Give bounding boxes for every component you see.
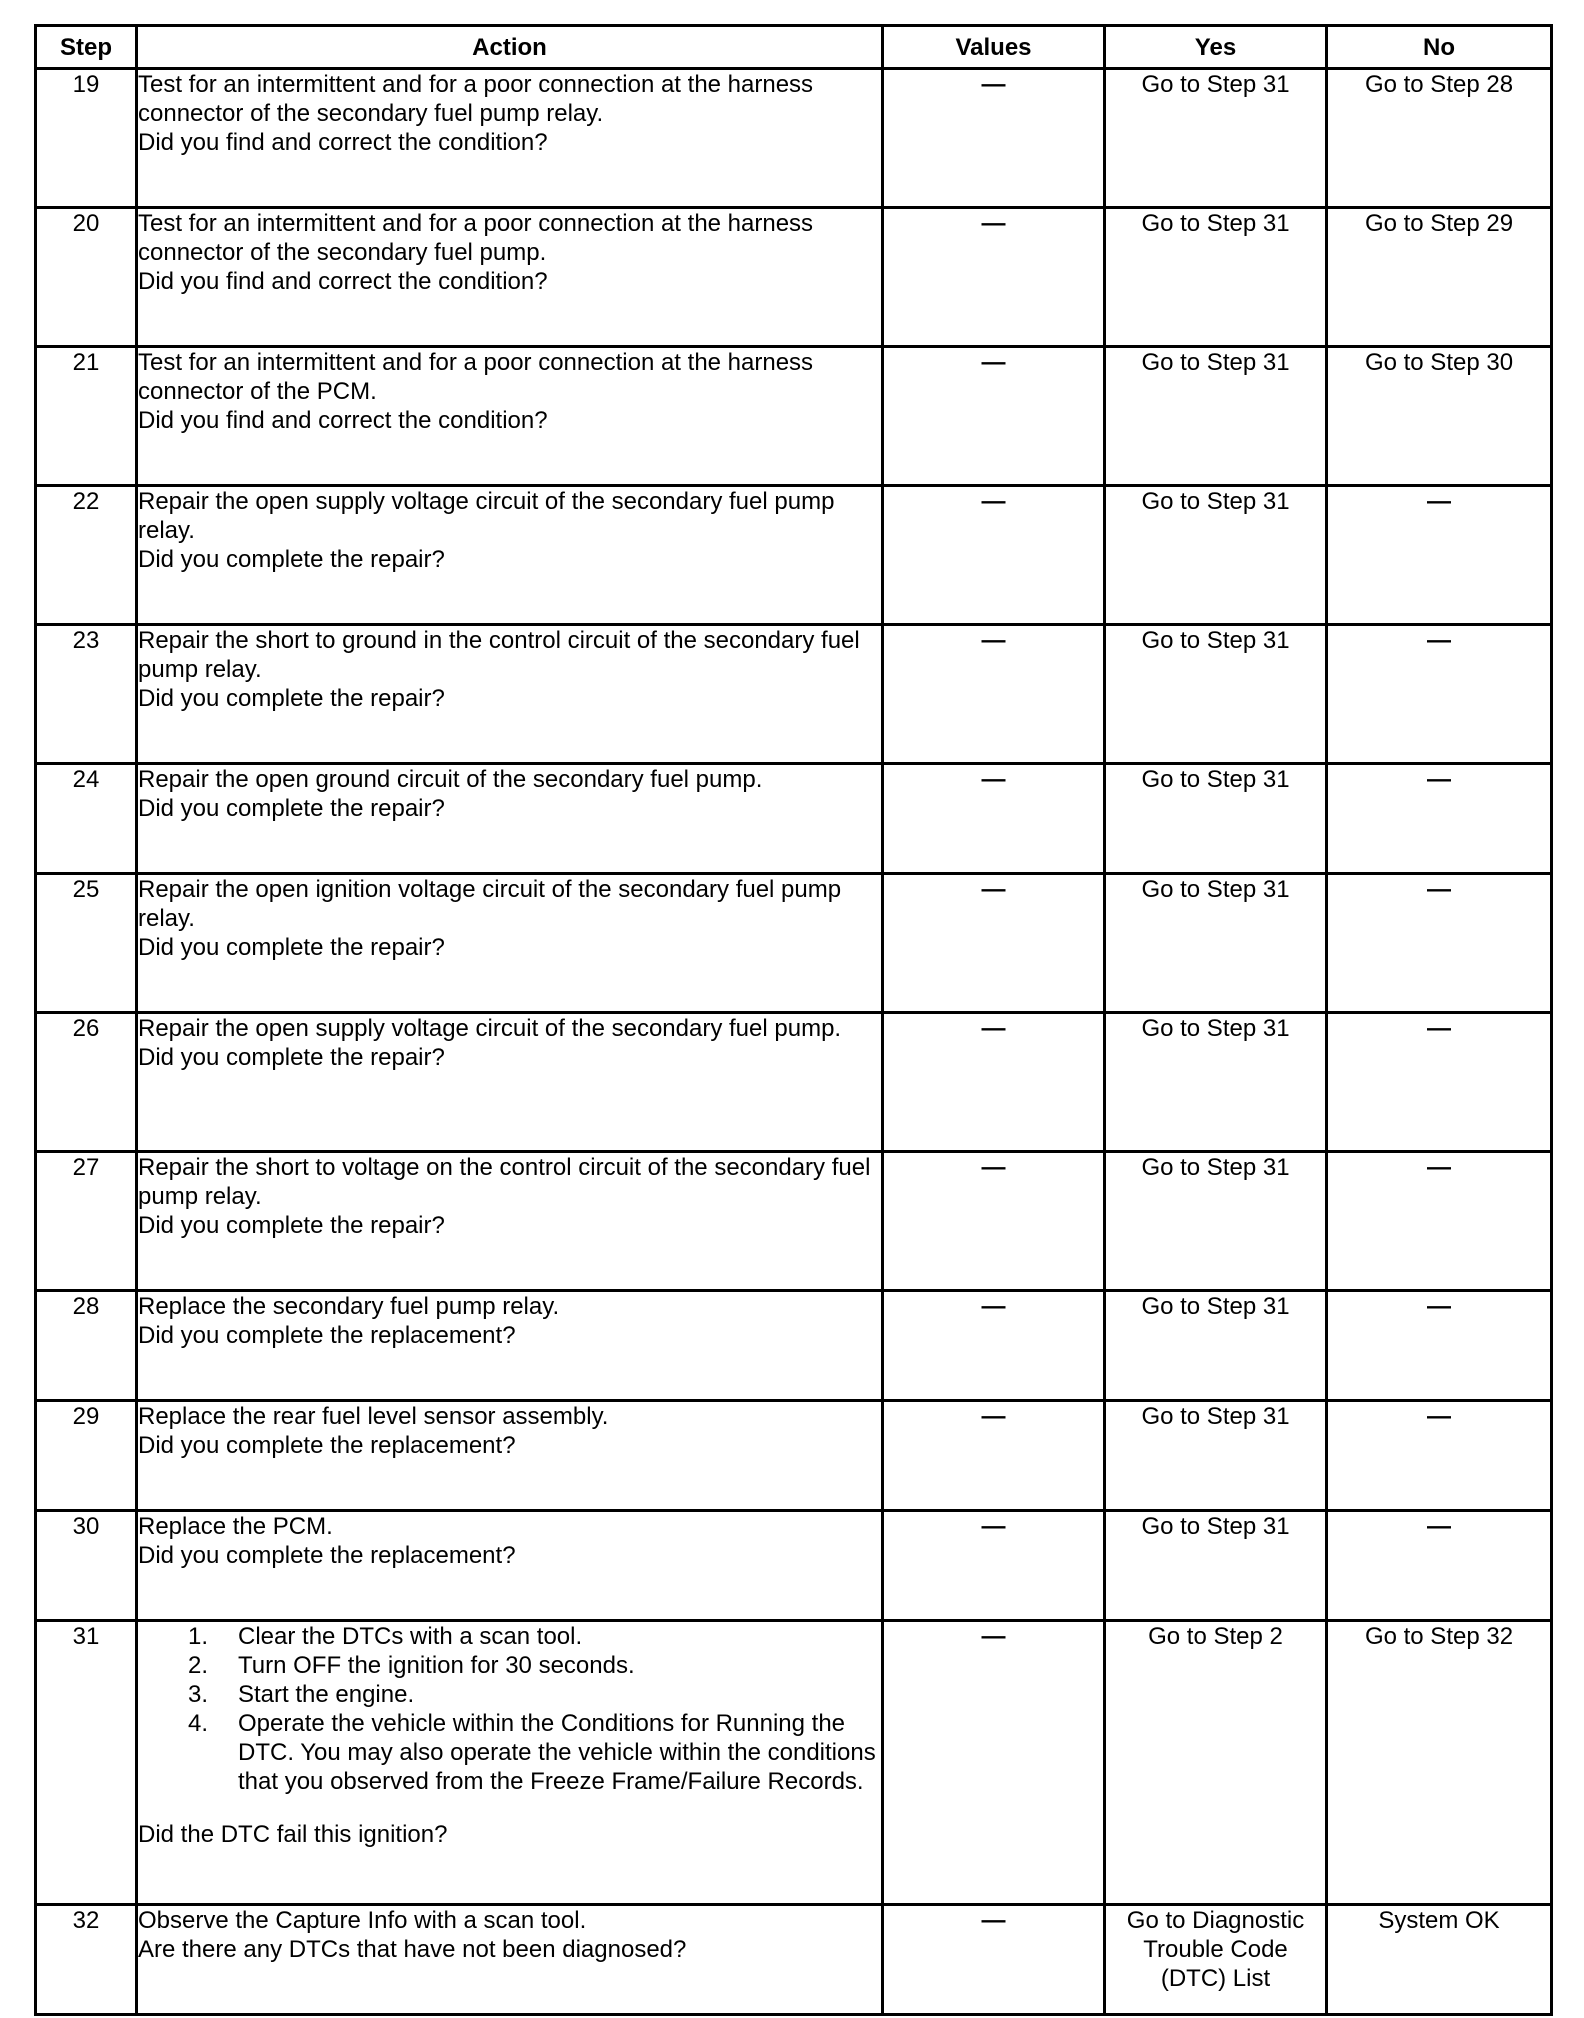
action-cell bbox=[137, 1905, 883, 2015]
table-row bbox=[36, 764, 1552, 874]
step-number: 27 bbox=[36, 1152, 137, 1291]
table-row bbox=[36, 347, 1552, 486]
action-cell bbox=[137, 764, 883, 874]
yes-cell: Go to Diagnostic Trouble Code (DTC) List bbox=[1105, 1905, 1327, 2015]
no-cell: Go to Step 30 bbox=[1327, 347, 1552, 486]
table-row bbox=[36, 1291, 1552, 1401]
table-row bbox=[36, 486, 1552, 625]
table-row bbox=[36, 1621, 1552, 1905]
no-cell: — bbox=[1327, 874, 1552, 1013]
no-cell: System OK bbox=[1327, 1905, 1552, 2015]
values-cell: — bbox=[883, 69, 1105, 208]
step-number: 24 bbox=[36, 764, 137, 874]
table-row bbox=[36, 69, 1552, 208]
substep-number: 3. bbox=[188, 1681, 209, 1708]
action-instruction: Test for an intermittent and for a poor connection at the harness connector of the secondary fuel pump relay. bbox=[138, 71, 814, 127]
substep-text: Operate the vehicle within the Conditions for Running the DTC. You may also operate the vehicle within the conditions that you observed from the Freeze Frame/Failure Records. bbox=[238, 1710, 876, 1795]
step-number: 26 bbox=[36, 1013, 137, 1152]
header-yes: Yes bbox=[1105, 26, 1327, 69]
no-cell: Go to Step 29 bbox=[1327, 208, 1552, 347]
values-cell: — bbox=[883, 486, 1105, 625]
yes-cell: Go to Step 31 bbox=[1105, 1152, 1327, 1291]
substep-text: Clear the DTCs with a scan tool. bbox=[238, 1623, 583, 1650]
action-question: Did you find and correct the condition? bbox=[138, 129, 548, 156]
step-number: 29 bbox=[36, 1401, 137, 1511]
action-instruction: Test for an intermittent and for a poor connection at the harness connector of the PCM. bbox=[138, 349, 814, 405]
table-row bbox=[36, 1905, 1552, 2015]
step-number: 22 bbox=[36, 486, 137, 625]
action-cell bbox=[137, 625, 883, 764]
no-cell: — bbox=[1327, 1152, 1552, 1291]
action-question: Did you complete the repair? bbox=[138, 546, 445, 573]
substep-item bbox=[188, 1709, 881, 1796]
header-action: Action bbox=[137, 26, 883, 69]
substep-item bbox=[188, 1651, 881, 1680]
action-instruction: Repair the open ground circuit of the secondary fuel pump. bbox=[138, 766, 763, 793]
no-cell: — bbox=[1327, 1291, 1552, 1401]
substep-text: Turn OFF the ignition for 30 seconds. bbox=[238, 1652, 635, 1679]
substep-number: 1. bbox=[188, 1623, 209, 1650]
table-row bbox=[36, 1401, 1552, 1511]
header-no: No bbox=[1327, 26, 1552, 69]
step-number: 19 bbox=[36, 69, 137, 208]
yes-cell: Go to Step 31 bbox=[1105, 874, 1327, 1013]
step-number: 20 bbox=[36, 208, 137, 347]
action-question: Are there any DTCs that have not been diagnosed? bbox=[138, 1936, 687, 1963]
yes-cell: Go to Step 2 bbox=[1105, 1621, 1327, 1905]
table-row bbox=[36, 1152, 1552, 1291]
action-cell bbox=[137, 1511, 883, 1621]
values-cell: — bbox=[883, 1013, 1105, 1152]
action-instruction: Repair the open supply voltage circuit of the secondary fuel pump. bbox=[138, 1015, 842, 1042]
yes-cell: Go to Step 31 bbox=[1105, 1401, 1327, 1511]
values-cell: — bbox=[883, 1401, 1105, 1511]
step-number: 23 bbox=[36, 625, 137, 764]
yes-cell: Go to Step 31 bbox=[1105, 486, 1327, 625]
values-cell: — bbox=[883, 874, 1105, 1013]
table-row bbox=[36, 625, 1552, 764]
step-number: 21 bbox=[36, 347, 137, 486]
action-cell bbox=[137, 1152, 883, 1291]
action-instruction: Test for an intermittent and for a poor connection at the harness connector of the secondary fuel pump. bbox=[138, 210, 814, 266]
step-number: 31 bbox=[36, 1621, 137, 1905]
values-cell: — bbox=[883, 347, 1105, 486]
table-row bbox=[36, 874, 1552, 1013]
action-cell bbox=[137, 486, 883, 625]
values-cell: — bbox=[883, 1621, 1105, 1905]
substep-number: 4. bbox=[188, 1710, 209, 1737]
action-instruction: Replace the PCM. bbox=[138, 1513, 333, 1540]
action-question: Did you complete the repair? bbox=[138, 1044, 445, 1071]
values-cell: — bbox=[883, 1905, 1105, 2015]
action-instruction: Observe the Capture Info with a scan tool. bbox=[138, 1907, 587, 1934]
action-instruction: Replace the secondary fuel pump relay. bbox=[138, 1293, 560, 1320]
no-cell: — bbox=[1327, 486, 1552, 625]
yes-cell: Go to Step 31 bbox=[1105, 208, 1327, 347]
action-cell bbox=[137, 69, 883, 208]
diagnostic-table bbox=[34, 24, 1553, 2016]
action-cell bbox=[137, 1401, 883, 1511]
header-step: Step bbox=[36, 26, 137, 69]
action-question: Did you find and correct the condition? bbox=[138, 268, 548, 295]
yes-cell: Go to Step 31 bbox=[1105, 347, 1327, 486]
action-cell bbox=[137, 208, 883, 347]
action-instruction: Repair the open ignition voltage circuit of the secondary fuel pump relay. bbox=[138, 876, 842, 932]
yes-cell: Go to Step 31 bbox=[1105, 1013, 1327, 1152]
values-cell: — bbox=[883, 1152, 1105, 1291]
substep-number: 2. bbox=[188, 1652, 209, 1679]
step-number: 28 bbox=[36, 1291, 137, 1401]
no-cell: — bbox=[1327, 1511, 1552, 1621]
action-instruction: Replace the rear fuel level sensor assembly. bbox=[138, 1403, 609, 1430]
table-row bbox=[36, 208, 1552, 347]
header-row bbox=[36, 26, 1552, 69]
values-cell: — bbox=[883, 208, 1105, 347]
substep-item bbox=[188, 1680, 881, 1709]
no-cell: — bbox=[1327, 764, 1552, 874]
yes-cell: Go to Step 31 bbox=[1105, 625, 1327, 764]
substep-text: Start the engine. bbox=[238, 1681, 415, 1708]
action-question: Did the DTC fail this ignition? bbox=[138, 1821, 448, 1848]
yes-cell: Go to Step 31 bbox=[1105, 1511, 1327, 1621]
action-question: Did you find and correct the condition? bbox=[138, 407, 548, 434]
values-cell: — bbox=[883, 625, 1105, 764]
yes-cell: Go to Step 31 bbox=[1105, 764, 1327, 874]
action-question: Did you complete the replacement? bbox=[138, 1432, 516, 1459]
action-question: Did you complete the replacement? bbox=[138, 1542, 516, 1569]
header-values: Values bbox=[883, 26, 1105, 69]
values-cell: — bbox=[883, 1291, 1105, 1401]
step-number: 32 bbox=[36, 1905, 137, 2015]
action-question: Did you complete the replacement? bbox=[138, 1322, 516, 1349]
no-cell: Go to Step 28 bbox=[1327, 69, 1552, 208]
action-question: Did you complete the repair? bbox=[138, 1212, 445, 1239]
action-cell bbox=[137, 347, 883, 486]
action-cell bbox=[137, 1621, 883, 1905]
values-cell: — bbox=[883, 764, 1105, 874]
no-cell: Go to Step 32 bbox=[1327, 1621, 1552, 1905]
action-cell bbox=[137, 1013, 883, 1152]
yes-cell: Go to Step 31 bbox=[1105, 1291, 1327, 1401]
action-question: Did you complete the repair? bbox=[138, 685, 445, 712]
action-question: Did you complete the repair? bbox=[138, 934, 445, 961]
yes-cell: Go to Step 31 bbox=[1105, 69, 1327, 208]
no-cell: — bbox=[1327, 625, 1552, 764]
action-question: Did you complete the repair? bbox=[138, 795, 445, 822]
values-cell: — bbox=[883, 1511, 1105, 1621]
no-cell: — bbox=[1327, 1401, 1552, 1511]
no-cell: — bbox=[1327, 1013, 1552, 1152]
table-row bbox=[36, 1013, 1552, 1152]
action-cell bbox=[137, 874, 883, 1013]
table-row bbox=[36, 1511, 1552, 1621]
action-cell bbox=[137, 1291, 883, 1401]
substep-list bbox=[138, 1622, 881, 1796]
substep-item bbox=[188, 1622, 881, 1651]
step-number: 25 bbox=[36, 874, 137, 1013]
action-instruction: Repair the short to ground in the control circuit of the secondary fuel pump relay. bbox=[138, 627, 860, 683]
step-number: 30 bbox=[36, 1511, 137, 1621]
action-instruction: Repair the short to voltage on the control circuit of the secondary fuel pump relay. bbox=[138, 1154, 871, 1210]
action-instruction: Repair the open supply voltage circuit of the secondary fuel pump relay. bbox=[138, 488, 835, 544]
